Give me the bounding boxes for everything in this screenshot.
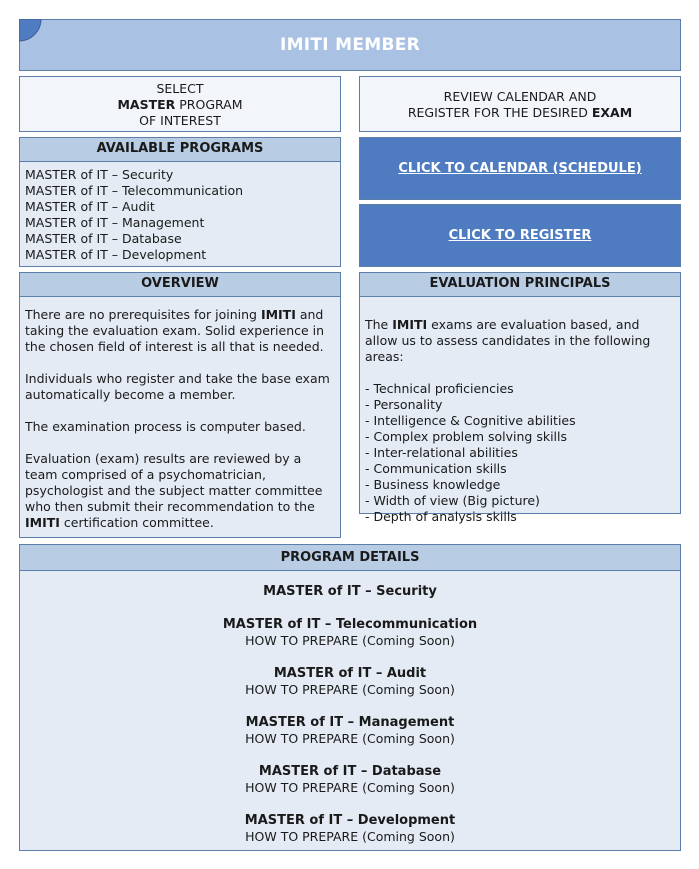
evaluation-item: - Technical proficiencies (365, 381, 514, 396)
select-line1: SELECT (156, 81, 204, 96)
corner-tab-icon (19, 19, 43, 43)
available-program-item: MASTER of IT – Audit (25, 199, 155, 214)
evaluation-item: - Inter-relational abilities (365, 445, 518, 460)
evaluation-item: - Personality (365, 397, 443, 412)
available-heading-text: AVAILABLE PROGRAMS (96, 141, 264, 156)
program-detail-note[interactable]: HOW TO PREPARE (Coming Soon) (245, 731, 455, 746)
evaluation-item: - Width of view (Big picture) (365, 493, 540, 508)
select-rest: PROGRAM (175, 97, 243, 112)
review-line2 (360, 105, 680, 121)
evaluation-item: - Complex problem solving skills (365, 429, 567, 444)
program-detail-note[interactable]: HOW TO PREPARE (Coming Soon) (245, 633, 455, 648)
program-detail-name: MASTER of IT – Management (245, 715, 455, 730)
evaluation-item: - Intelligence & Cognitive abilities (365, 413, 576, 428)
evaluation-item: - Depth of analysis skills (365, 509, 517, 524)
review-line2-bold: EXAM (591, 105, 633, 120)
program-detail (20, 763, 680, 796)
register-link[interactable]: CLICK TO REGISTER (448, 228, 592, 243)
evaluation-item: - Business knowledge (365, 477, 501, 492)
program-detail-name: MASTER of IT – Development (244, 813, 456, 828)
available-list (25, 167, 340, 263)
program-detail-note[interactable]: HOW TO PREPARE (Coming Soon) (245, 682, 455, 697)
select-line2 (20, 97, 340, 113)
overview-p4-bold: IMITI (25, 515, 60, 530)
program-detail-name: MASTER of IT – Security (263, 584, 437, 599)
evaluation-item: - Communication skills (365, 461, 507, 476)
program-detail-note[interactable]: HOW TO PREPARE (Coming Soon) (245, 829, 455, 844)
evaluation-intro (365, 317, 674, 365)
overview-p1-post: and taking the evaluation exam. Solid experience in the chosen field of interest is all that is needed. (25, 307, 325, 354)
overview-heading-text: OVERVIEW (141, 276, 219, 291)
select-program-box (19, 76, 341, 132)
program-detail-name: MASTER of IT – Telecommunication (222, 617, 478, 632)
review-line1: REVIEW CALENDAR AND (443, 89, 597, 104)
review-calendar-box (359, 76, 681, 132)
overview-p4-post: certification committee. (59, 515, 214, 530)
evaluation-list (365, 381, 674, 525)
available-programs-heading (19, 137, 341, 162)
program-detail-name: MASTER of IT – Database (258, 764, 442, 779)
program-detail (20, 583, 680, 600)
evaluation-intro-pre: The (365, 317, 393, 332)
register-button[interactable] (359, 204, 681, 267)
available-programs-list (19, 161, 341, 267)
select-bold: MASTER (117, 97, 176, 112)
program-detail (20, 714, 680, 747)
calendar-button[interactable] (359, 137, 681, 200)
overview-p1 (25, 307, 332, 355)
banner-title: IMITI MEMBER (279, 35, 421, 55)
calendar-link[interactable]: CLICK TO CALENDAR (SCHEDULE) (398, 161, 642, 176)
evaluation-heading (359, 272, 681, 297)
overview-p2: Individuals who register and take the base exam automatically become a member. (25, 371, 330, 402)
program-detail (20, 812, 680, 845)
overview-heading (19, 272, 341, 297)
banner (19, 19, 681, 71)
program-detail (20, 665, 680, 698)
program-detail (20, 616, 680, 649)
overview-p1-pre: There are no prerequisites for joining (25, 307, 261, 322)
program-details-body (19, 570, 681, 851)
program-detail-name: MASTER of IT – Audit (273, 666, 427, 681)
evaluation-intro-bold: IMITI (392, 317, 428, 332)
overview-p4-pre: Evaluation (exam) results are reviewed by a team comprised of a psychomatrician, psychologist and the subject matter committee who then submit their recommendation to the (25, 451, 323, 514)
available-program-item: MASTER of IT – Development (25, 247, 207, 262)
available-program-item: MASTER of IT – Security (25, 167, 174, 182)
evaluation-body (359, 296, 681, 524)
review-line2-pre: REGISTER FOR THE DESIRED (407, 105, 592, 120)
evaluation-intro-post: exams are evaluation based, and allow us to assess candidates in the following areas: (365, 317, 651, 364)
available-program-item: MASTER of IT – Management (25, 215, 205, 230)
program-details-heading-text: PROGRAM DETAILS (280, 550, 420, 565)
available-program-item: MASTER of IT – Database (25, 231, 182, 246)
overview-p1-bold: IMITI (260, 307, 296, 322)
program-detail-note[interactable]: HOW TO PREPARE (Coming Soon) (245, 780, 455, 795)
select-line3: OF INTEREST (139, 113, 221, 128)
evaluation-heading-text: EVALUATION PRINCIPALS (429, 276, 611, 291)
overview-p3: The examination process is computer based. (25, 419, 306, 434)
overview-body (19, 296, 341, 538)
program-details-heading (19, 544, 681, 571)
available-program-item: MASTER of IT – Telecommunication (25, 183, 244, 198)
overview-p4 (25, 451, 332, 531)
